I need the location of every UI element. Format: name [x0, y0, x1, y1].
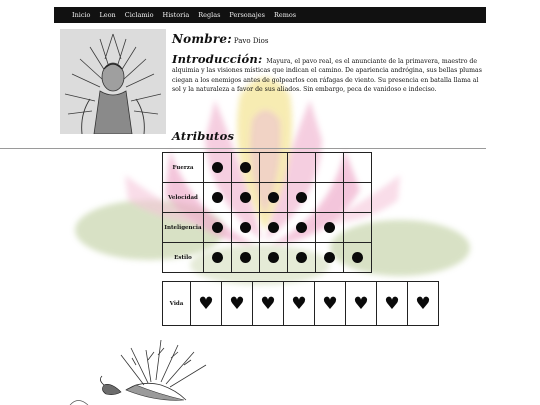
life-cell	[222, 282, 253, 326]
attribute-row	[163, 243, 372, 273]
attribute-label: Inteligencia	[163, 213, 204, 243]
attribute-point-dot	[324, 222, 335, 233]
attribute-cell	[260, 183, 288, 213]
attribute-point-dot	[268, 252, 279, 263]
attribute-point-dot	[240, 162, 251, 173]
attribute-cell	[260, 153, 288, 183]
attribute-point-dot	[296, 252, 307, 263]
attribute-point-dot	[240, 192, 251, 203]
attribute-row	[163, 153, 372, 183]
attribute-point-dot	[212, 222, 223, 233]
heart-icon: ♥	[198, 294, 214, 314]
nav-item-personajes[interactable]: Personajes	[229, 11, 265, 19]
heart-icon: ♥	[322, 294, 338, 314]
attribute-cell	[204, 243, 232, 273]
attribute-point-dot	[296, 222, 307, 233]
life-cell	[253, 282, 284, 326]
heart-icon: ♥	[415, 294, 431, 314]
attribute-point-dot	[212, 252, 223, 263]
attribute-cell	[344, 153, 372, 183]
attribute-cell	[288, 243, 316, 273]
intro-label: Introducción:	[172, 52, 263, 66]
life-cell	[377, 282, 408, 326]
attribute-point-dot	[324, 252, 335, 263]
attribute-point-dot	[240, 222, 251, 233]
attribute-point-dot	[352, 252, 363, 263]
attribute-cell	[288, 153, 316, 183]
attribute-row	[163, 213, 372, 243]
attribute-cell	[316, 183, 344, 213]
attribute-cell	[344, 243, 372, 273]
attribute-point-dot	[296, 192, 307, 203]
attribute-cell	[232, 243, 260, 273]
attribute-label: Velocidad	[163, 183, 204, 213]
character-introduction	[172, 52, 486, 95]
attribute-cell	[232, 183, 260, 213]
intro-text: Mayura, el pavo real, es el anunciante de la primavera, maestro de alquimia y las visiones místicas que indican el camino. De apariencia andrógina, sus bellas plumas ciegan a los enemigos antes de golpearlos con ráfagas de viento. Su presencia en batalla llama al sol y la naturaleza a favor de sus aliados. Sin embargo, peca de vanidoso e indeciso.	[172, 58, 482, 94]
attribute-point-dot	[268, 192, 279, 203]
nav-item-remos[interactable]: Remos	[273, 11, 297, 19]
section-divider	[0, 148, 486, 149]
attributes-table	[162, 152, 372, 273]
attribute-cell	[316, 153, 344, 183]
heart-icon: ♥	[260, 294, 276, 314]
attribute-cell	[204, 183, 232, 213]
attribute-cell	[288, 213, 316, 243]
life-cell	[408, 282, 439, 326]
heart-icon: ♥	[291, 294, 307, 314]
life-cell	[191, 282, 222, 326]
name-label: Nombre:	[172, 32, 232, 46]
attribute-cell	[232, 213, 260, 243]
attribute-cell	[204, 153, 232, 183]
peacock-sketch	[66, 330, 216, 405]
attribute-cell	[260, 243, 288, 273]
nav-item-ciclamio[interactable]: Ciclamio	[124, 11, 154, 19]
attribute-cell	[204, 213, 232, 243]
attribute-label: Fuerza	[163, 153, 204, 183]
attribute-point-dot	[212, 192, 223, 203]
character-name-line	[172, 32, 268, 46]
attribute-label: Estilo	[163, 243, 204, 273]
attributes-heading	[172, 125, 234, 144]
life-table	[162, 281, 439, 326]
attribute-row	[163, 183, 372, 213]
character-portrait	[60, 29, 166, 134]
attribute-point-dot	[240, 252, 251, 263]
life-cell	[315, 282, 346, 326]
nav-item-leon[interactable]: Leon	[99, 11, 116, 19]
nav-item-inicio[interactable]: Inicio	[72, 11, 91, 19]
life-cell	[346, 282, 377, 326]
life-label: Vida	[163, 282, 191, 326]
attribute-cell	[260, 213, 288, 243]
heart-icon: ♥	[353, 294, 369, 314]
life-cell	[284, 282, 315, 326]
attributes-title: Atributos	[172, 129, 235, 143]
character-name: Pavo Dios	[233, 37, 269, 45]
heart-icon: ♥	[384, 294, 400, 314]
heart-icon: ♥	[229, 294, 245, 314]
attribute-cell	[288, 183, 316, 213]
attribute-cell	[344, 183, 372, 213]
attribute-cell	[316, 213, 344, 243]
attribute-cell	[344, 213, 372, 243]
life-row	[163, 282, 439, 326]
main-navigation	[54, 7, 486, 23]
nav-item-reglas[interactable]: Reglas	[198, 11, 221, 19]
attribute-cell	[232, 153, 260, 183]
nav-item-historia[interactable]: Historia	[162, 11, 190, 19]
attribute-point-dot	[268, 222, 279, 233]
attribute-cell	[316, 243, 344, 273]
attribute-point-dot	[212, 162, 223, 173]
